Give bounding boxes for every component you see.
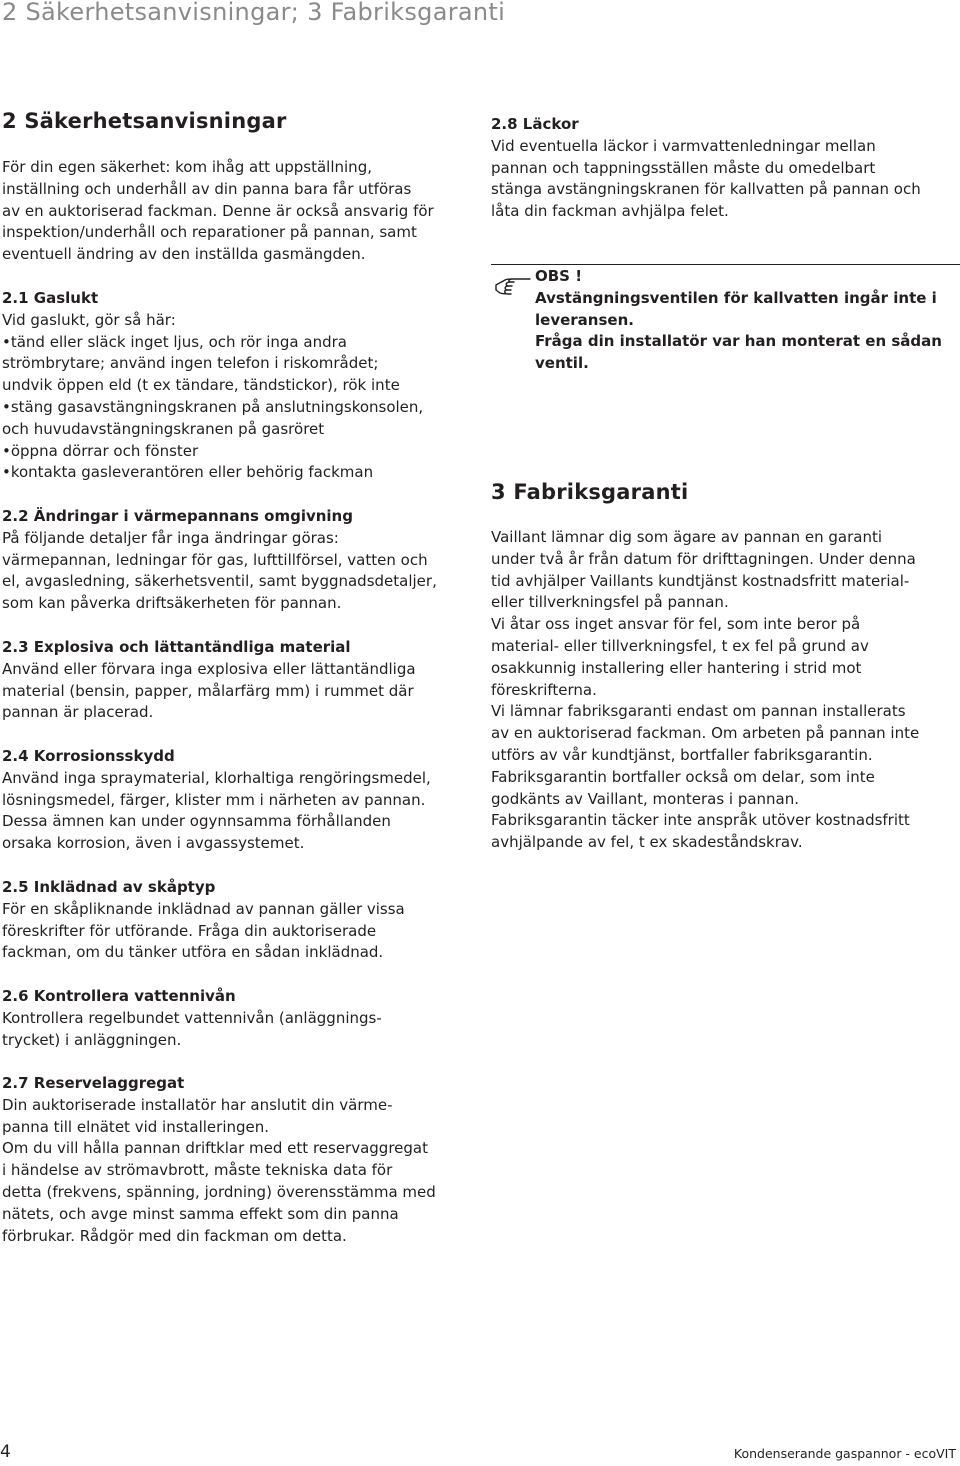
- section-2-3: 2.3 Explosiva och lättantändliga material Använd eller förvara inga explosiva eller lättantändliga material (bensin, papper, målarfärg mm) i rummet där pannan är placerad.: [2, 637, 472, 724]
- section-title: 2.1 Gaslukt: [2, 289, 99, 307]
- obs-label: OBS !: [535, 267, 583, 285]
- pointing-hand-icon: [493, 276, 531, 300]
- section-title: 2.2 Ändringar i värmepannans omgivning: [2, 507, 353, 525]
- section-heading-3: 3 Fabriksgaranti: [491, 480, 689, 504]
- intro-paragraph: För din egen säkerhet: kom ihåg att uppställning, inställning och underhåll av din panna bara får utföras av en auktoriserad fackman. Denne är också ansvarig för inspektion/underhåll och reparationer på pannan, samt eventuell ändring av den inställda gasmängden.: [2, 158, 434, 264]
- section-2-6: 2.6 Kontrollera vattennivån Kontrollera regelbundet vattennivån (anläggnings- trycket) i anläggningen.: [2, 986, 472, 1051]
- section-3-body: Vaillant lämnar dig som ägare av pannan en garanti under två år från datum för drifttagningen. Under denna tid avhjälper Vaillants kundtjänst kostnadsfritt material- eller tillverkningsfel på pannan. Vi åtar oss inget ansvar för fel, som inte beror på material- eller tillverkningsfel, t ex fel på grund av osakkunnig installering eller hantering i strid mot föreskrifterna. Vi lämnar fabriksgaranti endast om pannan installerats av en auktoriserad fackman. Om arbeten på pannan inte utförs av vår kundtjänst, bortfaller fabriksgarantin. Fabriksgarantin bortfaller också om delar, som inte godkänts av Vaillant, monteras i pannan. Fabriksgarantin täcker inte anspråk utöver kostnadsfritt avhjälpande av fel, t ex skadeståndskrav.: [491, 528, 920, 852]
- section-2-5: 2.5 Inklädnad av skåptyp För en skåpliknande inklädnad av pannan gäller vissa föreskrifter för utförande. Fråga din auktoriserade fackman, om du tänker utföra en sådan inklädnad.: [2, 877, 472, 964]
- running-head: 2 Säkerhetsanvisningar; 3 Fabriksgaranti: [2, 0, 506, 26]
- section-title: 2.6 Kontrollera vattennivån: [2, 987, 236, 1005]
- section-title: 2.7 Reservelaggregat: [2, 1074, 185, 1092]
- section-2-8: 2.8 Läckor Vid eventuella läckor i varmvattenledningar mellan pannan och tappningsställen måste du omedelbart stänga avstängningskranen för kallvatten på pannan och låta din fackman avhjälpa felet.: [491, 114, 959, 223]
- section-title: 2.5 Inklädnad av skåptyp: [2, 878, 216, 896]
- footer-document-title: Kondenserande gaspannor - ecoVIT: [733, 1446, 956, 1461]
- section-2-7: 2.7 Reservelaggregat Din auktoriserade installatör har anslutit din värme- panna till elnätet vid installeringen. Om du vill hålla pannan driftklar med ett reservaggregat i händelse av strömavbrott, måste tekniska data för detta (frekvens, spänning, jordning) överensstämma med nätets, och avge minst samma effekt som din panna förbrukar. Rådgör med din fackman om detta.: [2, 1073, 472, 1247]
- section-2-1: 2.1 Gaslukt Vid gaslukt, gör så här: •tänd eller släck inget ljus, och rör inga andra strömbrytare; använd ingen telefon i riskområdet; undvik öppen eld (t ex tändare, tändstickor), rök inte •stäng gasavstängningskranen på anslutningskonsolen, och huvudavstängningskranen på gasröret •öppna dörrar och fönster •kontakta gasleverantören eller behörig fackman: [2, 288, 472, 484]
- section-heading-2: 2 Säkerhetsanvisningar: [2, 109, 287, 133]
- obs-notice: OBS ! Avstängningsventilen för kallvatten ingår inte i leveransen. Fråga din installatör var han monterat en sådan ventil.: [535, 267, 942, 373]
- section-title: 2.4 Korrosionsskydd: [2, 747, 175, 765]
- section-title: 2.3 Explosiva och lättantändliga material: [2, 638, 351, 656]
- section-title: 2.8 Läckor: [491, 115, 579, 133]
- section-2-4: 2.4 Korrosionsskydd Använd inga spraymaterial, klorhaltiga rengöringsmedel, lösningsmedel, färger, klister mm i närheten av pannan. Dessa ämnen kan under ogynnsamma förhållanden orsaka korrosion, även i avgassystemet.: [2, 746, 472, 855]
- obs-divider: [491, 264, 960, 265]
- page-number: 4: [0, 1442, 11, 1462]
- section-2-2: 2.2 Ändringar i värmepannans omgivning På följande detaljer får inga ändringar göras: värmepannan, ledningar för gas, lufttillförsel, vatten och el, avgasledning, säkerhetsventil, samt byggnadsdetaljer, som kan påverka driftsäkerheten för pannan.: [2, 506, 472, 615]
